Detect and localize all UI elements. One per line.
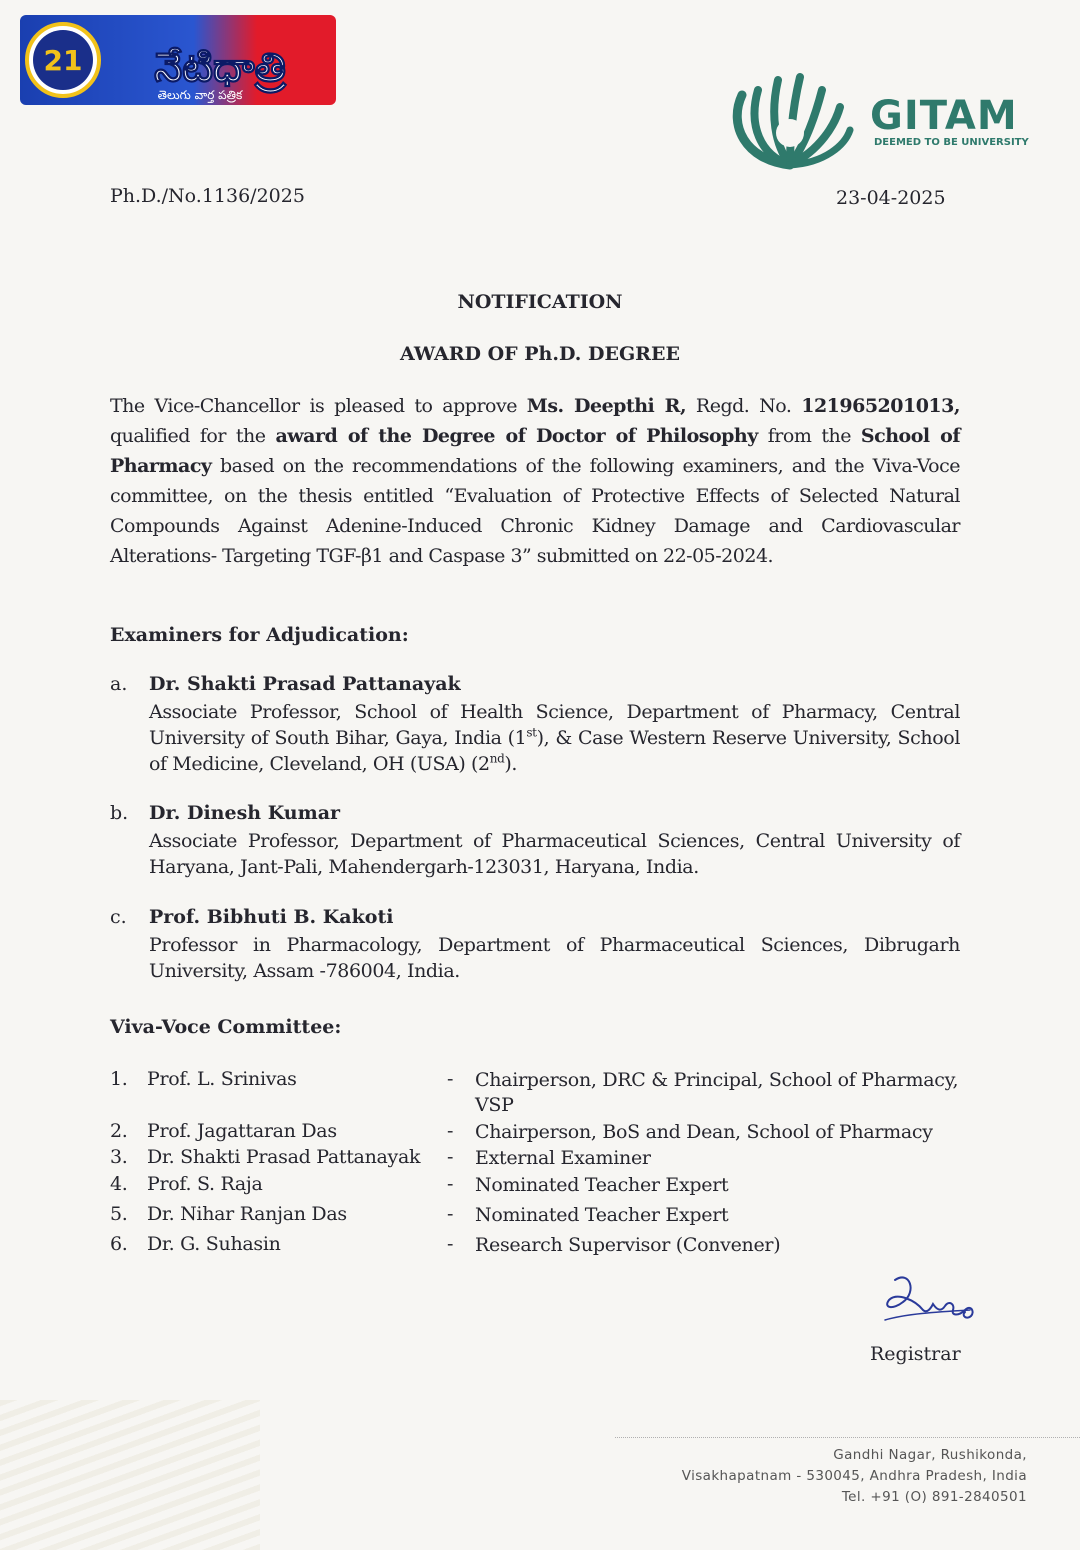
university-logo: [720, 45, 1030, 185]
examiner-detail: Professor in Pharmacology, Department of Pharmaceutical Sciences, Dibrugarh University, Assam -786004, India.: [149, 934, 960, 982]
committee-member-name: Dr. Shakti Prasad Pattanayak: [147, 1146, 421, 1168]
examiners-title: Examiners for Adjudication:: [110, 624, 409, 646]
degree-name: award of the Degree of Doctor of Philosophy: [275, 425, 758, 447]
committee-member-role: Nominated Teacher Expert: [475, 1174, 729, 1196]
examiner-name: Dr. Dinesh Kumar: [149, 802, 341, 824]
examiner-detail: Associate Professor, School of Health Science, Department of Pharmacy, Central University of South Bihar, Gaya, India (1st), & Case Western Reserve University, School of Medicine, Cleveland, OH (USA) (2nd).: [149, 701, 961, 775]
reference-number: Ph.D./No.1136/2025: [110, 185, 305, 207]
footer-divider: [615, 1437, 1080, 1438]
registrar-label: Registrar: [870, 1343, 961, 1365]
viva-title: Viva-Voce Committee:: [110, 1016, 342, 1038]
award-heading: AWARD OF Ph.D. DEGREE: [400, 343, 680, 365]
committee-member-role: Research Supervisor (Convener): [475, 1234, 781, 1256]
notification-date: 23-04-2025: [836, 187, 946, 209]
newspaper-logo-graphic: [20, 15, 336, 105]
committee-member-name: Dr. Nihar Ranjan Das: [147, 1203, 347, 1225]
gitam-wordmark: GITAM: [870, 93, 1018, 139]
footer-address-line: Visakhapatnam - 530045, Andhra Pradesh, India: [681, 1468, 1027, 1484]
committee-member-name: Prof. S. Raja: [147, 1173, 263, 1195]
committee-member-role: External Examiner: [475, 1147, 651, 1169]
committee-member-role: Chairperson, BoS and Dean, School of Pharmacy: [475, 1121, 933, 1143]
footer-phone: Tel. +91 (O) 891-2840501: [841, 1489, 1027, 1505]
logo-badge: 21: [43, 44, 83, 77]
approval-paragraph: The Vice-Chancellor is pleased to approve Ms. Deepthi R, Regd. No. 121965201013, qualified for the award of the Degree of Doctor of Philosophy from the School of Pharmacy based on the recommendations of the following examiners, and the Viva-Voce committee, on the thesis entitled “Evaluation of Protective Effects of Selected Natural Compounds Against Adenine-Induced Chronic Kidney Damage and Cardiovascular Alterations- Targeting TGF-β1 and Caspase 3” submitted on 22-05-2024.: [110, 395, 960, 567]
gitam-emblem-icon: [720, 45, 860, 185]
examiner-name: Dr. Shakti Prasad Pattanayak: [149, 673, 461, 695]
examiner-name: Prof. Bibhuti B. Kakoti: [149, 906, 394, 928]
logo-name: నేటిధాత్రి: [154, 45, 286, 91]
committee-member-name: Dr. G. Suhasin: [147, 1233, 281, 1255]
candidate-name: Ms. Deepthi R,: [526, 395, 687, 417]
logo-tagline: తెలుగు వార్త పత్రిక: [157, 88, 243, 102]
document-page: 21 నేటిధాత్రి తెలుగు వార్త పత్రిక GITAM DEEMED TO BE UNIVERSITY Ph.D./No.1136/2025 23-04-2025 NOTIFICATION AWARD OF Ph.D. DEGREE The Vice-Chancellor is pleased to approve Ms. Deepthi R, Regd. No. 121965201013, qualified for the award of the Degree of Doctor of Philosophy from the School of Pharmacy based on the recommendations of the following examiners, and the Viva-Voce committee, on the thesis entitled “Evaluation of Protective Effects of Selected Natural Compounds Against Adenine-Induced Chronic Kidney Damage and Cardiovascular Alterations- Targeting TGF-β1 and Caspase 3” submitted on 22-05-2024. Examiners for Adjudication: a. Dr. Shakti Prasad Pattanayak Associate Professor, School of Health Science, Department of Pharmacy, Central University of South Bihar, Gaya, India (1st), & Case Western Reserve University, School of Medicine, Cleveland, OH (USA) (2nd). b. Dr. Dinesh Kumar Associate Professor, Department of Pharmaceutical Sciences, Central University of Haryana, Jant-Pali, Mahendergarh-123031, Haryana, India. c. Prof. Bibhuti B. Kakoti Professor in Pharmacology, Department of Pharmaceutical Sciences, Dibrugarh University, Assam -786004, India. Viva-Voce Committee: 1. Prof. L. Srinivas - Chairperson, DRC & Principal, School of Pharmacy, VSP 2. Prof. Jagattaran Das - Chairperson, BoS and Dean, School of Pharmacy 3. Dr. Shakti Prasad Pattanayak - External Examiner 4. Prof. S. Raja - Nominated Teacher Expert 5. Dr. Nihar Ranjan Das - Nominated Teacher Expert 6. Dr. G. Suhasin - Research Supervisor (Convener) Registrar Gandhi Nagar, Rushikonda, Visakhapatnam - 530045, Andhra Pradesh, India Tel. +91 (O) 891-2840501: [0, 0, 1080, 1550]
examiner-detail: Associate Professor, Department of Pharmaceutical Sciences, Central University of Haryana, Jant-Pali, Mahendergarh-123031, Haryana, India.: [149, 830, 960, 878]
committee-member-name: Prof. L. Srinivas: [147, 1068, 297, 1090]
registrar-signature: [875, 1270, 985, 1340]
notification-heading: NOTIFICATION: [457, 291, 623, 313]
footer-address-line: Gandhi Nagar, Rushikonda,: [833, 1447, 1027, 1463]
school-name: School of Pharmacy: [110, 425, 960, 477]
newspaper-logo: [20, 15, 336, 105]
decorative-wave: [0, 1400, 260, 1550]
gitam-subtitle: DEEMED TO BE UNIVERSITY: [874, 137, 1029, 148]
committee-member-role: Nominated Teacher Expert: [475, 1204, 729, 1226]
committee-member-role: Chairperson, DRC & Principal, School of Pharmacy, VSP: [475, 1069, 959, 1116]
committee-member-name: Prof. Jagattaran Das: [147, 1120, 337, 1142]
registration-number: 121965201013,: [801, 395, 960, 417]
